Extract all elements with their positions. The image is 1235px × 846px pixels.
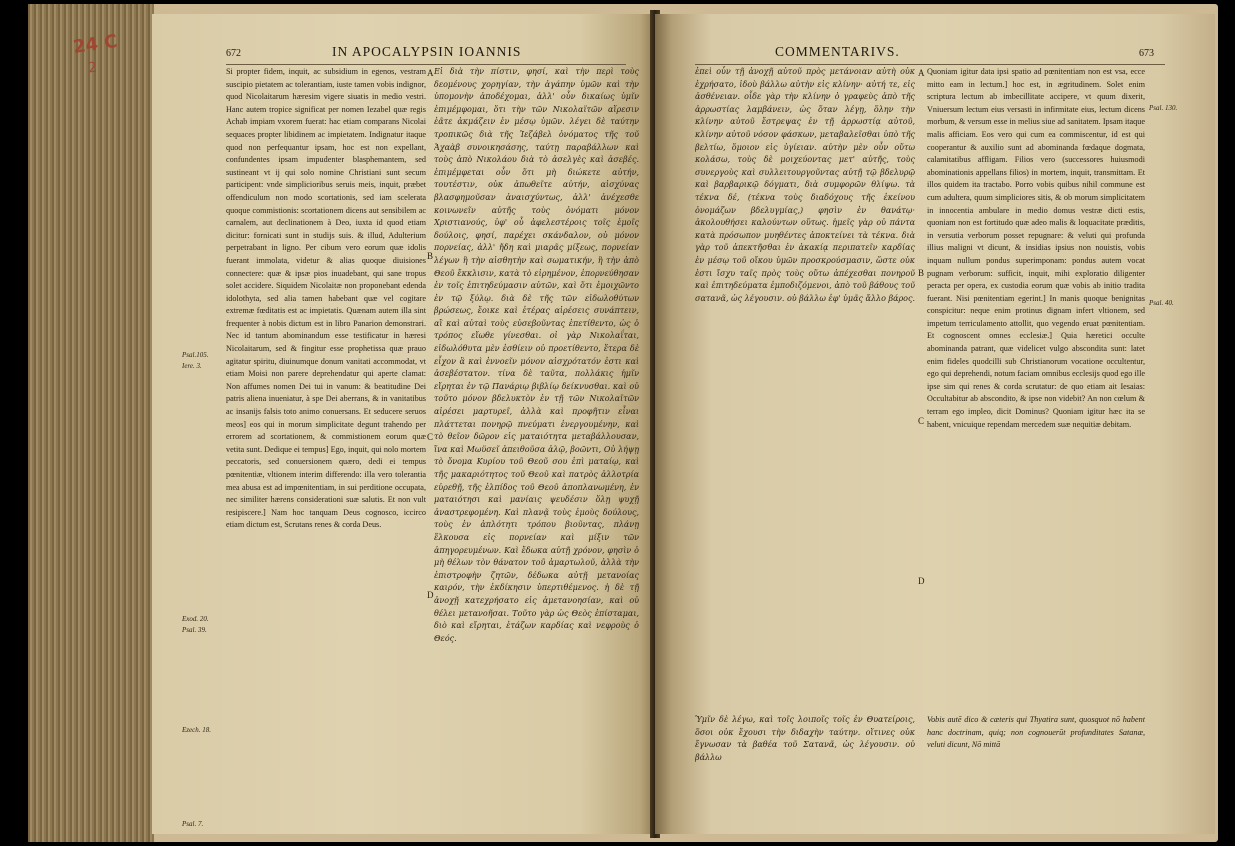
header-rule	[226, 64, 626, 65]
margin-note: Psal. 40.	[1149, 299, 1174, 307]
margin-note: Psal. 130.	[1149, 104, 1178, 112]
left-page	[152, 14, 655, 834]
right-page-number: 673	[1139, 48, 1154, 59]
greek-text: Εἰ διὰ τὴν πίστιν, φησί, καὶ τὴν περὶ τοὺς δεομένους χορηγίαν, τὴν ἀγάπην ὑμῶν καὶ τὴν ὑπομονὴν ἀποδέχομαι, ἀλλ' οὖν δικαίως ὑμῖν ἐπιμέμφομαι, ὅτι τὴν τῶν Νικολαϊτῶν αἵρεσιν ἐᾶτε ἀκμάζειν ἐν μέσῳ ὑμῶν. λέγει δὲ ταύτην τροπικῶς διὰ τῆς Ἰεζάβελ ὀνόματος τῆς τοῦ Ἀχαὰβ συνοικησάσης, ταύτῃ παραβάλλων καὶ τοὺς ἀπὸ Νικολάου διὰ τὸ ἀσελγὲς καὶ ἀσεβές. ἐπιμέμφεται οὖν ὅτι μὴ διώκετε αὐτήν, τουτέστιν, οὐκ ἀπωθεῖτε αὐτήν, αἰσχύνας βλασφημοῦσαν ἀναισχύντως, ἀλλ' ἀνέχεσθε κοινωνεῖν αὐτῆς τοὺς ὀνόματι μόνον Χριστιανούς, ὑφ' οὗ ἀφελεστέροις τοῖς ἐμοῖς δούλοις, φησί, παρέχει σκάνδαλον, οὐ μόνον πορνείας, ἀλλ' ἤδη καὶ μιαρᾶς μίξεως, πορνείαν λέγων ἢ τὴν αἰσθητὴν καὶ σωματικήν, ἢ τὴν ἀπὸ Θεοῦ ἔκκλισιν, κατὰ τὸ εἰρημένον, ἐπορνεύθησαν ἐν τοῖς ἐπιτηδεύμασιν αὐτῶν, καὶ ὅτι ἐμοιχῶντο ἐν τῷ ξύλῳ. διὰ δὲ τῆς τῶν εἰδωλοθύτων βρώσεως, ἔοικε καὶ ἑτέρας αἱρέσεις συνάπτειν, αἳ καὶ αὐταὶ τοὺς εὐσεβοῦντας ἐπετίθεντο, ὡς ὁ τρόπος εἴωθε γίνεσθαι. οἱ γὰρ Νικολαΐται, εἰδωλόθυτα μὲν ἐσθίειν οὐ προετίθεντο, ἕτερα δὲ εἶχον ἃ καὶ ἐννοεῖν μόνον αἰσχρότατόν ἐστι καὶ ἀσεβέστατον. τίνα δὲ ταῦτα, πολλάκις ἡμῖν εἴρηται ἐν τῷ Πανάριῳ βιβλίῳ δείκνυσθαι. καὶ οὐ τοῦτο μόνον βδελυκτὸν ἐν τῇ τῶν Νικολαϊτῶν αἱρέσει μαρτυρεῖ, ἀλλὰ καὶ προφῆτιν εἶναι πλάττεται πονηρῷ πνεύματι ἐνεργουμένην, καὶ τὸ θεῖον δῶρον εἰς ματαιότητα μεταβάλλουσαν, ἵνα καὶ Μωϋσεῖ ἀπειθοῦσα ἁλῷ, βοῶντι, Οὐ λήψῃ τὸ ὄνομα Κυρίου τοῦ Θεοῦ σου ἐπὶ ματαίῳ, καὶ τῆς μακαριότητος τοῦ Θεοῦ καὶ πατρὸς ἀλλοτρία εὑρεθῇ, τῆς ἐλπίδος τοῦ Θεοῦ ἀποπλανωμένη, ἐν ματαιότησι καὶ μανίαις ψευδέσιν ὅλῃ ψυχῇ ἀναστρεφομένη. Καὶ πλανᾷ τοὺς ἐμοὺς δούλους, τοὺς ἐν ἁπλότητι τρόπου βιοῦντας, πλάνῃ ἕλκουσα εἰς πορνείαν καὶ μίξιν τῶν ἀπηγορευμένων. Καὶ ἔδωκα αὐτῇ χρόνον, φησὶν ὁ μὴ θέλων τὸν θάνατον τοῦ ἁμαρτωλοῦ, ἀλλὰ τὴν ἐπιστροφὴν ζητῶν, δέδωκα αὐτῇ μετανοίας καιρόν, τὴν ἐκδίκησιν ὑπερτιθέμενος. ἡ δὲ τῇ ἀνοχῇ κατεχρήσατο εἰς ἀμετανοησίαν, καὶ οὐ θέλει μετανοῆσαι. Τοῦτο γὰρ ὡς Θεὸς ἐπίσταμαι, διὸ καὶ εἴρηται, ἐτάζων καρδίας καὶ νεφροὺς ὁ Θεός.	[434, 67, 639, 643]
page-edges	[28, 4, 154, 842]
open-book	[28, 4, 1218, 842]
section-letter: A	[427, 68, 434, 78]
left-running-head: IN APOCALYPSIN IOANNIS	[332, 44, 522, 59]
latin-text: Quoniam igitur data ipsi spatio ad pœnitentiam non est vsa, ecce mitto eam in lectum.] hoc est, in ægritudinem. Solet enim scriptura lectum ab imbecillitate accipere, vt quum dixerit, Vniuersum lectum eius versasti in infirmitate eius, lectum dicens morbum, & versum esse in melius siue ad sanitatem. Ipsam itaque malis afficiam. Eos vero qui cum ea commiscentur, id est qui cooperantur & auxilio sunt ad abominanda fœdaque dogmata, calamitatibus affligam. Filios vero (successores huiusmodi abominationis appellans filios) in mortem, inquit, transmittam. Et illos quidem ita tractabo. Porro vobis quibus nihil commune est cum adultera, quum simpliciores sitis, & ob morum simplicitatem in innocentia ambulare in medio domus vestræ dicti estis, quoniam non est fortitudo quæ adeo malis & loquacitate præditis, in versutia verborum posset repugnare: & veluti qui profunda illius maligni vt dicunt, & insidias ipsius non nouistis, vobis inquam nullum pondus superimponam: pondus autem vocat pugnam verborum: sufficit, inquit, mihi exploratio diligenter peracta per opera, ex custodia eorum quæ vobis ab initio tradita fuerant. Nisi pœnitentiam egerint.] In manis quoque benignitas conspicitur: neque enim protinus dignam infert vltionem, sed impetum terriculamento attollit, quo vegendo eruat pœnitentiam. Et cognoscent omnes ecclesiæ.] Quia hæretici occulte abominanda patrant, quæ videlicet vulgo abscondita sunt: latet enim fideles quodcilli sub Christianorum vocatione occultentur, ego qui deprehendi, notum faciam omnibus ecclesijs quod ego ille ipse sim qui renes & corda scrutatur: de quo etiam ait Iesaias: Occultabitur ab abscondito, & ipse non videbit? An non cœlum & terram ego impleo, dicit Dominus? Quoniam igitur hæc ita se habent, vnicuique rependam mercedem suæ nequitiæ debitam.	[927, 67, 1145, 429]
margin-note: Iere. 3.	[182, 362, 202, 370]
greek-text: ἐπεὶ οὖν τῇ ἀνοχῇ αὐτοῦ πρὸς μετάνοιαν αὐτὴ οὐκ ἐχρήσατο, ἰδοὺ βάλλω αὐτὴν εἰς κλίνην· αὐτή τε, εἰς ἀσθένειαν. οἶδε γὰρ τὴν κλίνην ὁ γραφεὺς ἀπὸ τῆς ἀρρωστίας λαμβάνειν, ὡς ὅταν λέγῃ, ὅλην τὴν κλίνην αὐτοῦ ἔστρεψας ἐν τῇ ἀρρωστίᾳ αὐτοῦ, κλίνην αὐτοῦ νόσον φάσκων, μεταβαλεῖσθαι ὑπὸ τῆς βελτίω, ὅμοιον εἰς ὑγίειαν. αὐτὴν μὲν οὖν οὕτω κολάσω, τοὺς δὲ μοιχεύοντας μετ' αὐτῆς, τοὺς συνεργοὺς καὶ συλλειτουργοῦντας αὐτῇ τῷ βδελυρῷ καὶ βαρβαρικῷ δόγματι, διὰ συμφορῶν θλίψω. τὰ τέκνα δέ, (τέκνα τοὺς διαδόχους τῆς ἐκείνου ὀνομάζων βδελυγμίας,) φησὶν ἐν θανάτῳ· ἀκολουθήσει καλούντων οὕτως. ἡμεῖς γὰρ οὐ πάντα κατὰ πρόσωπον μυηθέντες ἀποκτείνει τὰ τέκνα. διὰ γὰρ τοῦ ἀπεκτῆσθαι ἐν ἀκακίᾳ περιπατεῖν καρδίας ἐν μέσῳ τοῦ οἴκου ὑμῶν προσκρούσμασιν, ὥστε οὐκ ἐστι ἴσχυ ταῖς πρὸς τοὺς οὕτω ἀπέχεσθαι πονηροῦ καὶ ἐπιτηδεύματα ἐμποδιζόμενοι, ἀπὸ τοῦ βάθους τοῦ σατανᾶ, ὡς λέγουσιν. οὐ βάλλω ἐφ' ὑμᾶς ἄλλο βάρος.	[695, 67, 915, 303]
section-letter: B	[918, 268, 925, 278]
library-sub-mark: 2	[87, 59, 98, 77]
margin-note: Ezech. 18.	[182, 726, 211, 734]
margin-note: Psal.105.	[182, 351, 209, 359]
latin-text: Si propter fidem, inquit, ac subsidium in egenos, vestram suscipio pietatem ac tolerantiam, iuste tamen vobis indignor, quod Nicolaitarum hæresim vigere siuatis in medio vestri. Hanc autem tropice significat per nomen Iezabel quæ regis Achab impiam vxorem fuerat: hac etiam comparans Nicolai sequaces propter libidinem ac impietatem. Indignatur itaque quod non perfequantur ipsam, hoc est non expellant, confundentes ipsam impudenter blasphemantem, sed sustineant vt ij qui solo nomine Christiani sunt secum participent: vnde simplicioribus seruis meis, inquit, præbet offendiculum non modo scortationis, sed iam scelerata quoque commistionis: scortationem dicens aut sensibilem ac carnalem, aut declinationem à Deo, iuxta id quod etiam dicitur: fornicati sunt in studijs suis. & illud, Adulterium perpetrabant in ligno. Per cibum vero eorum quæ idolis fuerant immolata, videtur & alias quoque diuisiones connectere: quæ & ipsæ pios inuadebant, qui sane tropus solet accidere. Siquidem Nicolaitæ non proponebant edenda idolothyta, sed alia tamen habebant quæ vel cogitare extremæ fœditatis est ac impietatis. Quænam autem illa sint frequenter à nobis dictum est in libro Panarion demonstrari. Nec id tantum abominandum esse testificatur in hæresi Nicolaitarum, sed & fingitur esse prophetissa quæ prauo agitatur spiritu, diuinumque donum vanitati accommodat, vt etiam Moisi non parere deprehendatur qui aperte clamat: Non affumes nomen Dei tui in vanum: & beatitudine Dei patris aliena inueniatur, à spe Dei aberrans, & in vanitatibus ac insanijs falsis toto animo conuersans. Et seducere seruos meos] eos qui in morum simplicitate degunt trahendo per errorem ad scortationem, & commistionem eorum quæ vetita sunt. Dedique ei tempus] Ego, inquit, qui nolo mortem peccatoris, sed conuersionem quæro, dedi ei tempus pœnitentiæ, vltionem interim differendo: illa vero tolerantia mea abusa est ad impœnitentiam, in sui perditione occupata, nec similiter hærens considerationi suæ salutis. Et non vult resipiscere.] Nam hoc tanquam Deus cognosco, iccirco etiam dictum est, Scrutans renes & corda Deus.	[226, 67, 426, 530]
left-latin-column	[226, 66, 426, 834]
margin-note: Psal. 7.	[182, 820, 204, 828]
header-rule	[695, 64, 1165, 65]
latin-bottom-text: Vobis autē dico & cæteris qui Thyatira sunt, quosquot nō habent hanc doctrinam, quiq; non cognouerūt profunditates Satanæ, veluti dicunt, Nō mittā	[927, 715, 1145, 750]
section-letter: B	[427, 251, 434, 261]
right-running-head: COMMENTARIVS.	[775, 44, 900, 59]
section-letter: A	[918, 68, 925, 78]
right-page	[655, 14, 1215, 834]
right-greek-column	[695, 66, 915, 706]
greek-bottom-text: Ὑμῖν δὲ λέγω, καὶ τοῖς λοιποῖς τοῖς ἐν Θυατείροις, ὅσοι οὐκ ἔχουσι τὴν διδαχὴν ταύτην. οἵτινες οὐκ ἔγνωσαν τὰ βαθέα τοῦ Σατανᾶ, ὡς λέγουσιν. οὐ βάλλω	[695, 715, 915, 762]
margin-note: Psal. 39.	[182, 626, 207, 634]
section-letter: D	[427, 590, 434, 600]
left-page-number: 672	[226, 48, 241, 59]
section-letter: C	[427, 432, 434, 442]
left-greek-column	[434, 66, 639, 834]
library-call-mark: 24 C	[71, 31, 119, 58]
right-latin-column	[927, 66, 1145, 711]
right-latin-bottom	[927, 714, 1145, 824]
right-greek-bottom	[695, 714, 915, 824]
section-letter: D	[918, 576, 925, 586]
margin-note: Exod. 20.	[182, 615, 209, 623]
section-letter: C	[918, 416, 925, 426]
